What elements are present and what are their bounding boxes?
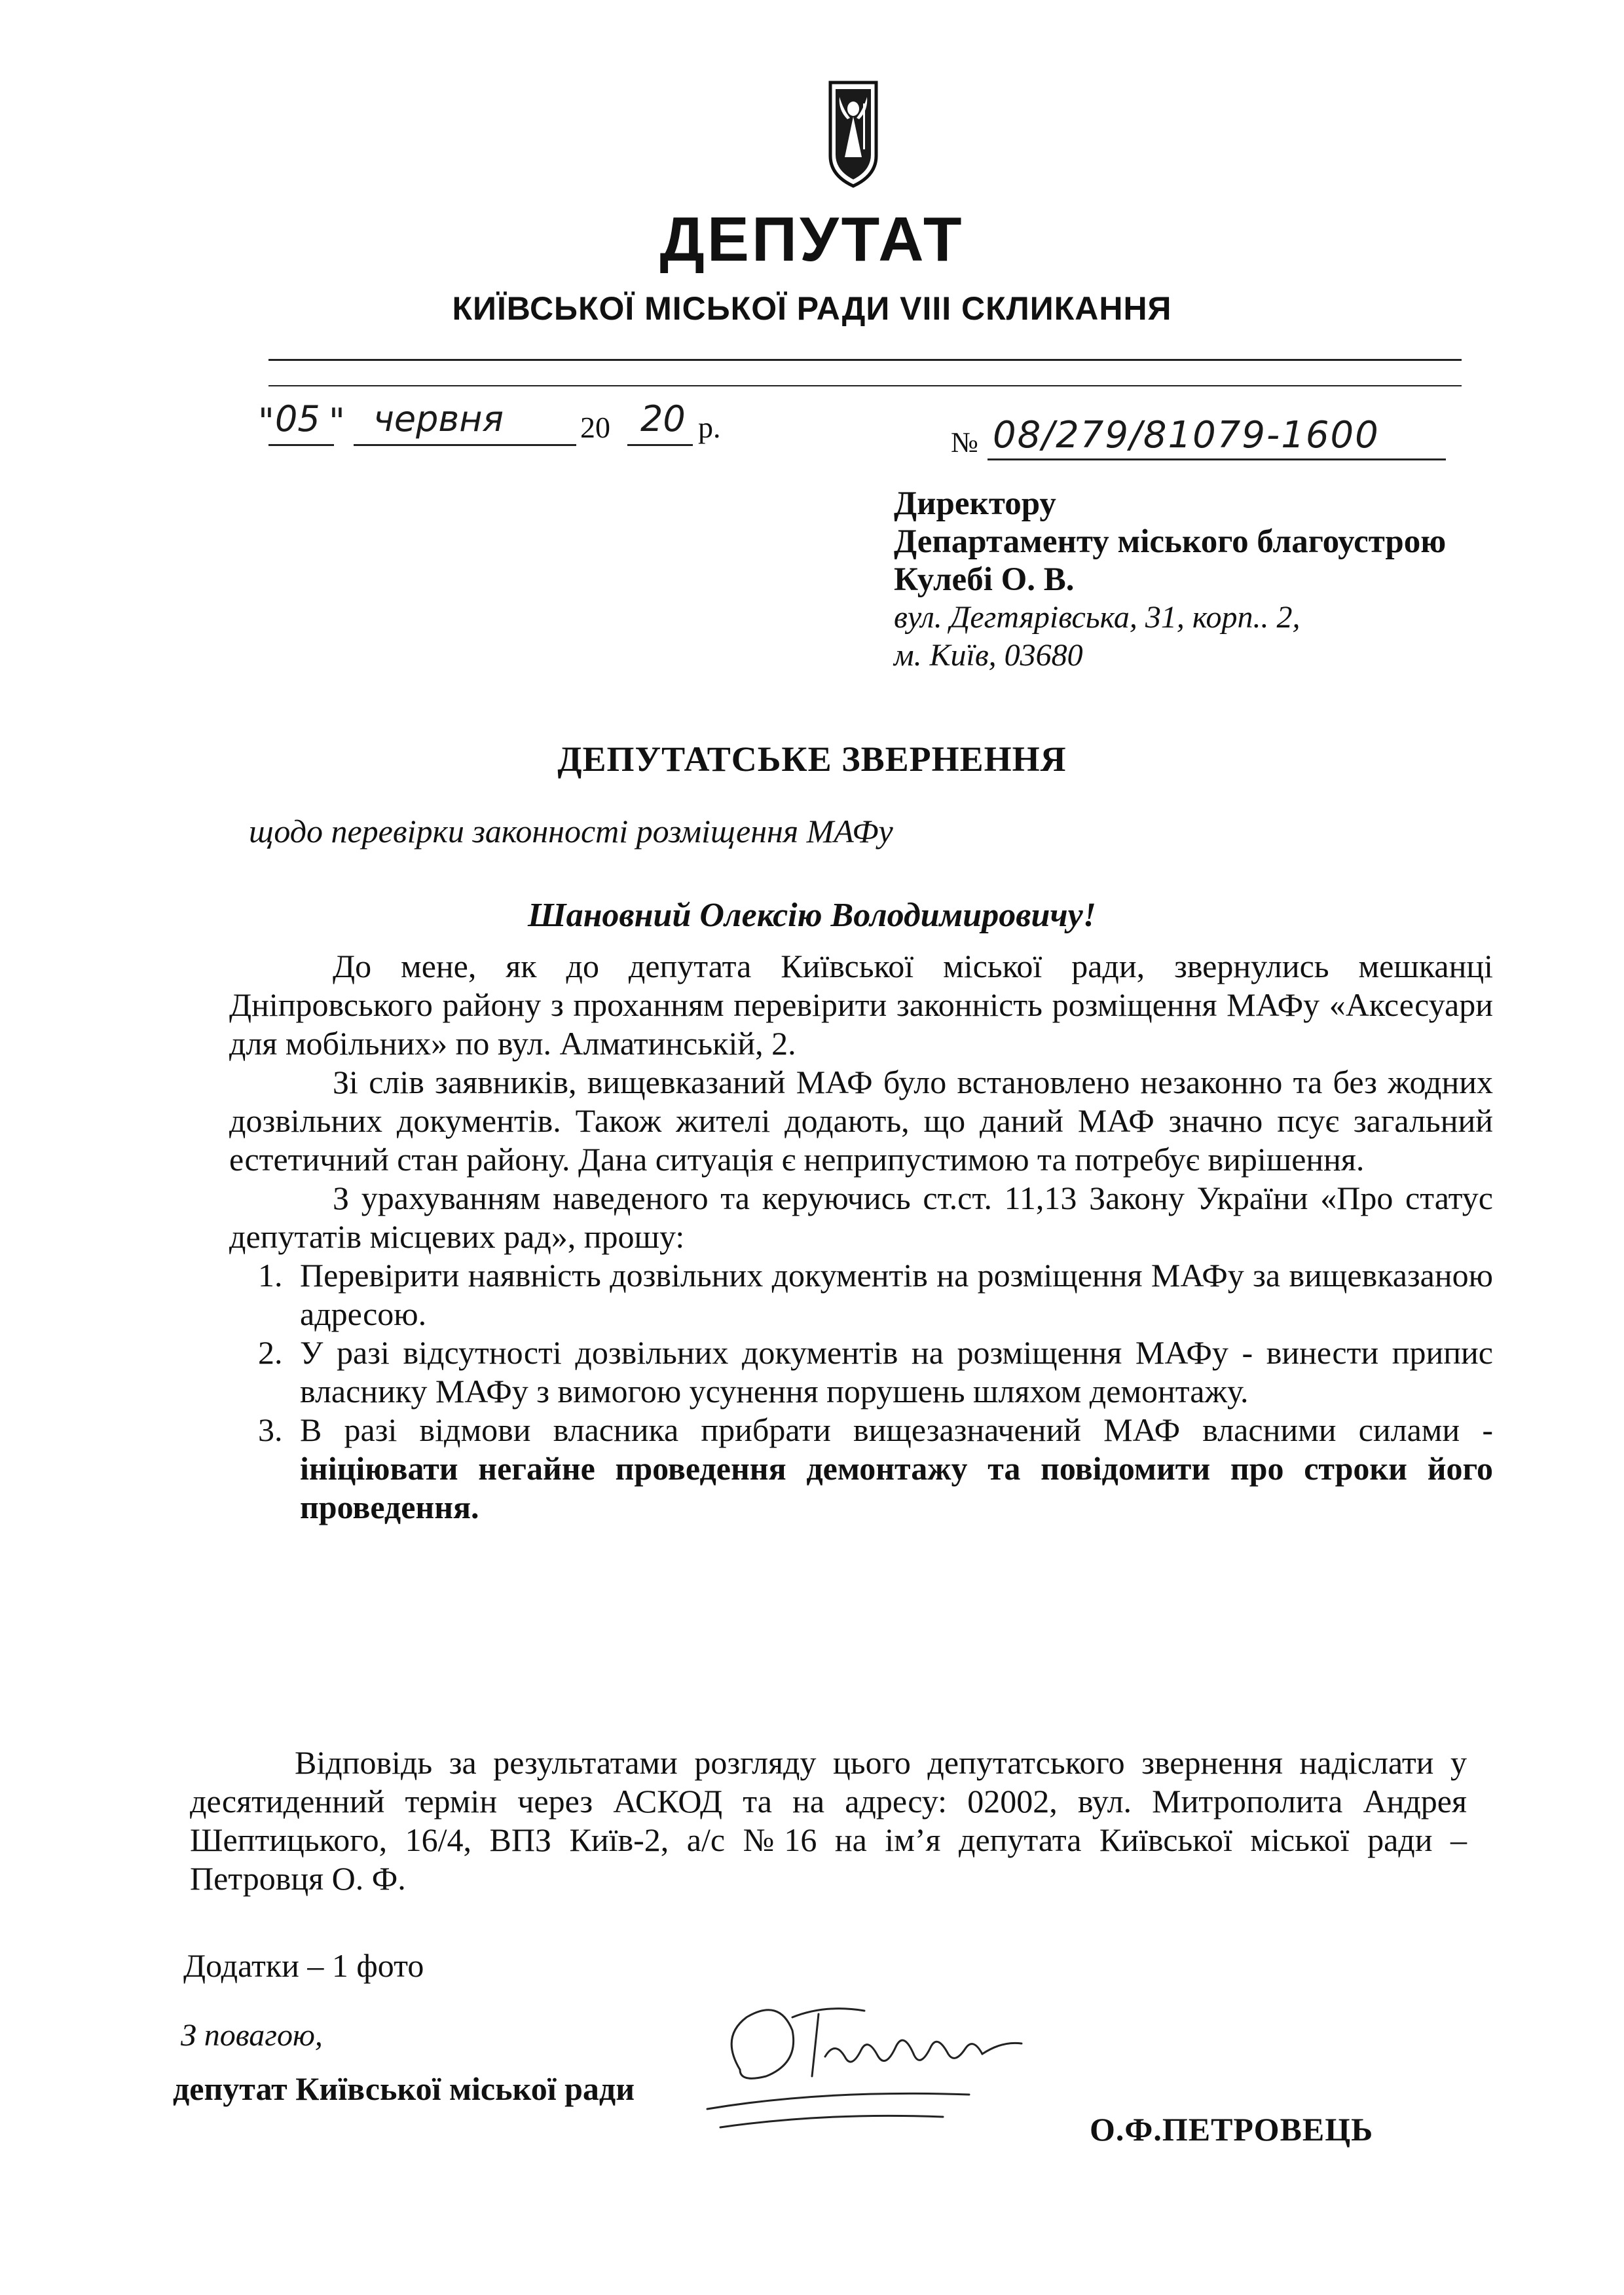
registration-number-value: 08/279/81079-1600 [993,414,1380,457]
reply-instructions [190,1744,1467,1898]
date-month-underline [354,444,576,446]
letterhead-council: КИЇВСЬКОЇ МІСЬКОЇ РАДИ VIII СКЛИКАННЯ [452,290,1172,327]
date-close-quote: " [329,401,345,442]
letterhead-divider [268,385,1462,386]
addressee-block [894,485,1446,675]
document-subject: щодо перевірки законності розміщення МАФу [249,813,893,849]
letterhead-title: ДЕПУТАТ [659,204,965,274]
date-year-suffix: 20 [640,398,686,439]
request-item-text: В разі відмови власника прибрати вищезазначений МАФ власними силами - [300,1411,1493,1448]
handwritten-signature [694,1978,1061,2148]
body-paragraph: Зі слів заявників, вищевказаний МАФ було встановлено незаконно та без жодних дозвільних документів. Також жителі додають, що даний МАФ значно псує загальний естетичний стан району. Дана ситуація є неприпустимою та потребує вирішення. [229,1064,1493,1178]
addressee-street: вул. Дегтярівська, 31, корп.. 2, [894,600,1301,635]
request-list [229,1256,1493,1527]
date-year-underline [627,444,693,446]
addressee-position: Директору [894,485,1056,522]
addressee-city: м. Київ, 03680 [894,638,1083,673]
salutation: Шановний Олексію Володимировичу! [528,897,1096,934]
body-paragraph: До мене, як до депутата Київської міської ради, звернулись мешканці Дніпровського району з проханням перевірити законність розміщення МАФу «Аксесуари для мобільних» по вул. Алматинській, 2. [229,948,1493,1062]
date-year-unit: р. [698,411,721,444]
date-open-quote: " [258,401,274,442]
kyiv-coat-of-arms-icon [826,77,880,190]
request-item [258,1334,1493,1411]
date-day-underline [268,444,334,446]
date-month: червня [373,398,504,439]
date-day: 05 [275,398,320,439]
date-year-prefix: 20 [580,411,610,444]
registration-underline [987,458,1446,460]
request-item-number: 3. [258,1411,283,1448]
request-item-emphasis: ініціювати негайне проведення демонтажу та повідомити про строки його проведення. [300,1450,1493,1525]
registration-number-sign: № [951,426,978,458]
reply-paragraph: Відповідь за результатами розгляду цього депутатського звернення надіслати у десятиденний термін через АСКОД та на адресу: 02002, вул. Митрополита Андрея Шептицького, 16/4, ВПЗ Київ-2, а/с №16 на ім’я депутата Київської міської ради – Петровця О. Ф. [190,1744,1467,1897]
addressee-name: Кулебі О. В. [894,561,1075,598]
request-item-text: У разі відсутності дозвільних документів на розміщення МАФу - винести припис власнику МАФу з вимогою усунення порушень шляхом демонтажу. [300,1334,1493,1409]
document-heading: ДЕПУТАТСЬКЕ ЗВЕРНЕННЯ [557,739,1067,779]
closing-regards: З повагою, [181,2018,323,2053]
body-paragraph: З урахуванням наведеного та керуючись ст.ст. 11,13 Закону України «Про статус депутатів місцевих рад», прошу: [229,1180,1493,1255]
letter-body [229,947,1493,1527]
signer-name: О.Ф.ПЕТРОВЕЦЬ [1090,2111,1374,2148]
signer-title: депутат Київської міської ради [173,2070,635,2107]
request-item [258,1256,1493,1334]
request-item-number: 2. [258,1334,283,1371]
request-item-text: Перевірити наявність дозвільних документів на розміщення МАФу за вищевказаною адресою. [300,1257,1493,1332]
request-item [258,1411,1493,1527]
attachments-note: Додатки – 1 фото [183,1947,424,1984]
addressee-department: Департаменту міського благоустрою [894,523,1447,560]
request-item-number: 1. [258,1257,283,1294]
letterhead-divider [268,359,1462,361]
